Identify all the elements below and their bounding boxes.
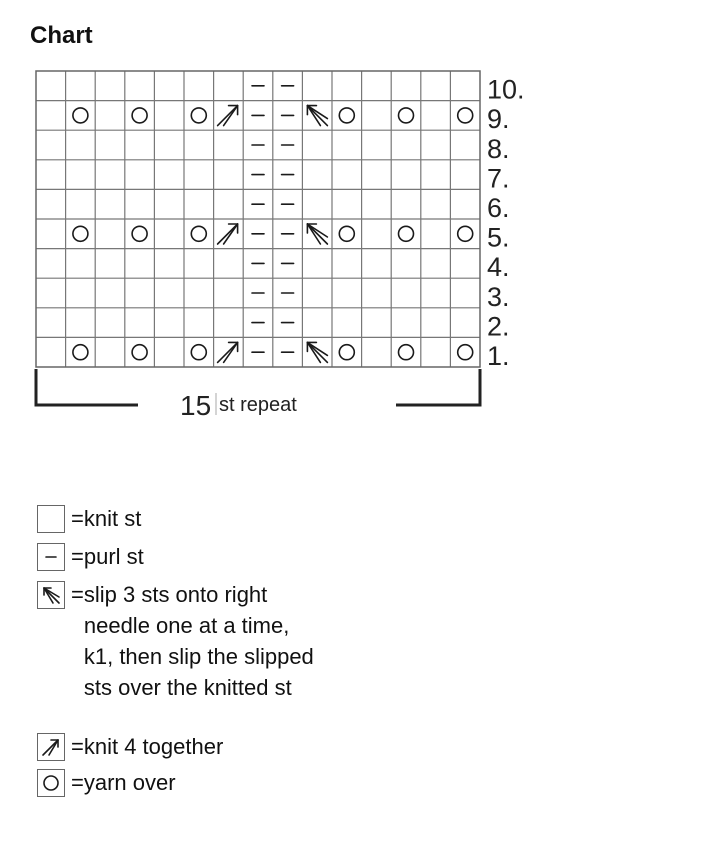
legend-item-yo xyxy=(37,769,176,798)
legend-item-knit xyxy=(37,505,141,534)
chart-title: Chart xyxy=(30,22,93,49)
legend-item-slip3 xyxy=(37,581,314,703)
repeat-bracket-left xyxy=(36,369,138,405)
row-number-label: 3. xyxy=(487,281,510,312)
repeat-label: st repeat xyxy=(219,394,297,416)
row-number-label: 6. xyxy=(487,193,510,223)
legend-equals: = xyxy=(71,734,84,759)
legend-equals: = xyxy=(71,770,84,795)
row-number-label: 1. xyxy=(487,341,510,371)
legend-equals: = xyxy=(71,582,84,607)
legend-text-knit: knit st xyxy=(83,506,142,531)
row-number-label: 8. xyxy=(487,133,510,164)
legend-text-yo: yarn over xyxy=(83,770,176,795)
legend-equals: = xyxy=(71,544,84,569)
purl-symbol-icon xyxy=(37,543,65,571)
row-number-label: 10. xyxy=(487,74,525,105)
knit-symbol-icon xyxy=(37,505,65,533)
legend-equals: = xyxy=(71,506,84,531)
legend-text-slip3: slip 3 sts onto right needle one at a time, k1, then slip the slipped sts over the knitted st xyxy=(83,582,314,700)
row-number-label: 2. xyxy=(487,311,510,342)
legend-text-purl: purl st xyxy=(83,544,144,569)
legend-text-k4tog: knit 4 together xyxy=(83,734,224,759)
yarn-over-symbol-icon xyxy=(37,769,65,797)
row-number-label: 5. xyxy=(487,222,510,253)
slip3-symbol-icon xyxy=(37,581,65,609)
row-number-label: 7. xyxy=(487,163,510,194)
k4tog-symbol-icon xyxy=(37,733,65,761)
legend-item-k4tog xyxy=(37,733,223,762)
repeat-bracket-right xyxy=(396,369,480,405)
row-number-label: 9. xyxy=(487,104,510,135)
row-number-label: 4. xyxy=(487,252,510,283)
repeat-count: 15 xyxy=(180,390,212,421)
legend-item-purl xyxy=(37,543,144,572)
